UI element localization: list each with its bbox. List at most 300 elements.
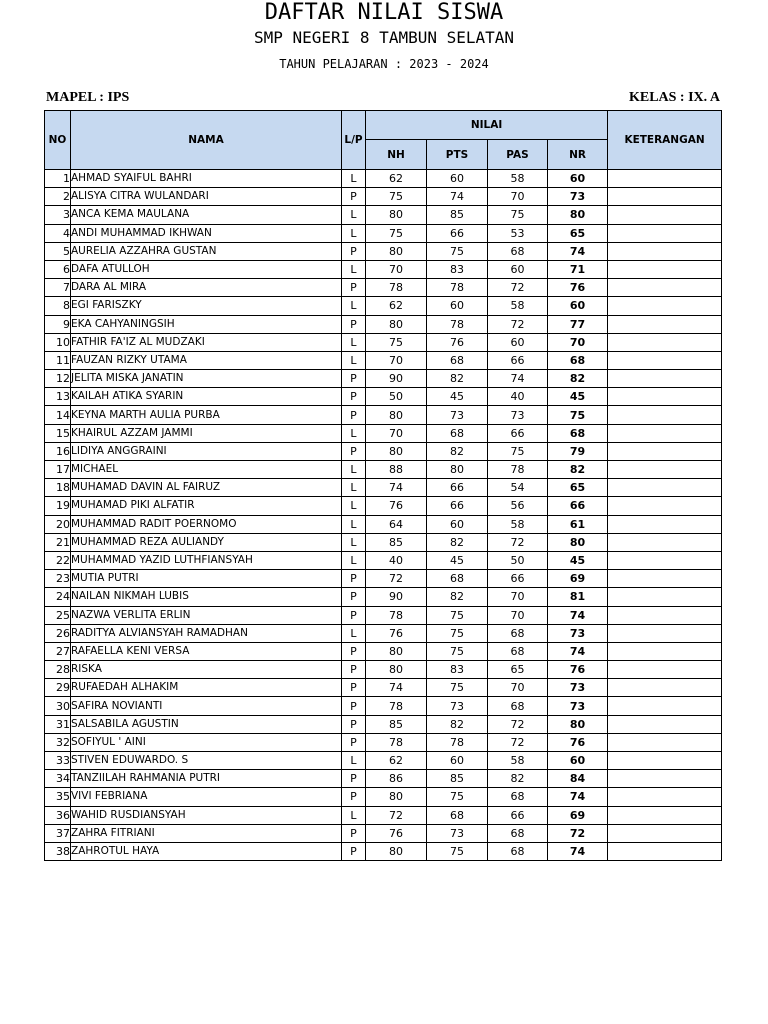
table-row: [45, 588, 722, 606]
grades-table: [44, 110, 722, 861]
cell-no: 1: [45, 170, 71, 188]
cell-lp: L: [342, 260, 366, 278]
cell-lp: L: [342, 297, 366, 315]
table-row: [45, 551, 722, 569]
cell-pas: 68: [488, 642, 548, 660]
table-row: [45, 715, 722, 733]
cell-pts: 83: [427, 661, 488, 679]
cell-nh: 70: [366, 424, 427, 442]
cell-lp: P: [342, 188, 366, 206]
table-row: [45, 570, 722, 588]
cell-pts: 45: [427, 388, 488, 406]
cell-pas: 70: [488, 588, 548, 606]
cell-keterangan: [608, 388, 722, 406]
cell-no: 36: [45, 806, 71, 824]
cell-pts: 66: [427, 497, 488, 515]
cell-nh: 80: [366, 406, 427, 424]
cell-nama: EKA CAHYANINGSIH: [71, 315, 342, 333]
cell-keterangan: [608, 679, 722, 697]
cell-no: 7: [45, 279, 71, 297]
cell-keterangan: [608, 533, 722, 551]
cell-no: 34: [45, 770, 71, 788]
cell-pts: 75: [427, 842, 488, 860]
cell-nr: 79: [548, 442, 608, 460]
cell-pts: 85: [427, 770, 488, 788]
cell-nr: 45: [548, 551, 608, 569]
cell-nama: MUHAMMAD REZA AULIANDY: [71, 533, 342, 551]
cell-no: 6: [45, 260, 71, 278]
cell-nh: 80: [366, 642, 427, 660]
cell-nh: 90: [366, 588, 427, 606]
cell-nh: 72: [366, 806, 427, 824]
cell-keterangan: [608, 351, 722, 369]
cell-no: 2: [45, 188, 71, 206]
table-row: [45, 315, 722, 333]
cell-lp: L: [342, 752, 366, 770]
table-row: [45, 679, 722, 697]
cell-nh: 62: [366, 297, 427, 315]
cell-pts: 85: [427, 206, 488, 224]
cell-nama: TANZIILAH RAHMANIA PUTRI: [71, 770, 342, 788]
cell-lp: P: [342, 588, 366, 606]
cell-keterangan: [608, 570, 722, 588]
cell-pts: 82: [427, 533, 488, 551]
cell-keterangan: [608, 297, 722, 315]
cell-nama: MUHAMMAD RADIT POERNOMO: [71, 515, 342, 533]
cell-nama: DARA AL MIRA: [71, 279, 342, 297]
cell-keterangan: [608, 788, 722, 806]
cell-nh: 78: [366, 733, 427, 751]
cell-nama: RISKA: [71, 661, 342, 679]
cell-keterangan: [608, 370, 722, 388]
cell-nama: AHMAD SYAIFUL BAHRI: [71, 170, 342, 188]
cell-no: 26: [45, 624, 71, 642]
cell-no: 13: [45, 388, 71, 406]
header-pts: PTS: [427, 140, 488, 170]
cell-pas: 68: [488, 242, 548, 260]
cell-nr: 74: [548, 606, 608, 624]
table-row: [45, 697, 722, 715]
cell-pas: 72: [488, 315, 548, 333]
cell-keterangan: [608, 588, 722, 606]
header-pas: PAS: [488, 140, 548, 170]
cell-pas: 82: [488, 770, 548, 788]
cell-no: 37: [45, 824, 71, 842]
cell-lp: P: [342, 642, 366, 660]
table-row: [45, 642, 722, 660]
cell-nr: 69: [548, 806, 608, 824]
table-row: [45, 824, 722, 842]
header-nh: NH: [366, 140, 427, 170]
cell-nama: SOFIYUL ' AINI: [71, 733, 342, 751]
cell-nh: 80: [366, 242, 427, 260]
cell-nh: 72: [366, 570, 427, 588]
cell-nh: 78: [366, 697, 427, 715]
cell-nr: 61: [548, 515, 608, 533]
cell-nr: 73: [548, 624, 608, 642]
cell-pts: 78: [427, 315, 488, 333]
cell-nama: MICHAEL: [71, 461, 342, 479]
table-row: [45, 533, 722, 551]
cell-no: 23: [45, 570, 71, 588]
cell-pts: 66: [427, 224, 488, 242]
cell-pas: 60: [488, 333, 548, 351]
cell-no: 21: [45, 533, 71, 551]
cell-nr: 65: [548, 479, 608, 497]
cell-nh: 76: [366, 624, 427, 642]
table-row: [45, 806, 722, 824]
cell-keterangan: [608, 442, 722, 460]
cell-pas: 68: [488, 788, 548, 806]
cell-lp: L: [342, 461, 366, 479]
cell-nr: 65: [548, 224, 608, 242]
cell-no: 38: [45, 842, 71, 860]
cell-nama: SALSABILA AGUSTIN: [71, 715, 342, 733]
cell-pas: 68: [488, 842, 548, 860]
cell-pas: 70: [488, 188, 548, 206]
cell-nh: 85: [366, 533, 427, 551]
cell-lp: P: [342, 570, 366, 588]
header-nama: NAMA: [71, 111, 342, 170]
cell-keterangan: [608, 479, 722, 497]
cell-nr: 76: [548, 661, 608, 679]
cell-lp: P: [342, 770, 366, 788]
cell-nh: 80: [366, 788, 427, 806]
cell-pts: 73: [427, 406, 488, 424]
cell-lp: P: [342, 733, 366, 751]
cell-keterangan: [608, 515, 722, 533]
cell-keterangan: [608, 424, 722, 442]
cell-nr: 81: [548, 588, 608, 606]
cell-nama: KEYNA MARTH AULIA PURBA: [71, 406, 342, 424]
table-row: [45, 206, 722, 224]
cell-lp: L: [342, 533, 366, 551]
cell-lp: L: [342, 624, 366, 642]
cell-no: 19: [45, 497, 71, 515]
cell-pts: 68: [427, 570, 488, 588]
cell-no: 14: [45, 406, 71, 424]
cell-nr: 80: [548, 715, 608, 733]
cell-pas: 72: [488, 715, 548, 733]
cell-pas: 78: [488, 461, 548, 479]
table-row: [45, 442, 722, 460]
table-row: [45, 224, 722, 242]
cell-no: 16: [45, 442, 71, 460]
cell-keterangan: [608, 806, 722, 824]
table-row: [45, 624, 722, 642]
cell-no: 28: [45, 661, 71, 679]
cell-keterangan: [608, 642, 722, 660]
cell-keterangan: [608, 606, 722, 624]
cell-nama: MUHAMMAD YAZID LUTHFIANSYAH: [71, 551, 342, 569]
cell-nr: 74: [548, 842, 608, 860]
cell-lp: P: [342, 679, 366, 697]
cell-nr: 45: [548, 388, 608, 406]
cell-no: 17: [45, 461, 71, 479]
cell-lp: L: [342, 424, 366, 442]
cell-pas: 72: [488, 279, 548, 297]
cell-nr: 73: [548, 697, 608, 715]
cell-nama: FATHIR FA'IZ AL MUDZAKI: [71, 333, 342, 351]
cell-lp: P: [342, 442, 366, 460]
cell-no: 4: [45, 224, 71, 242]
cell-nama: FAUZAN RIZKY UTAMA: [71, 351, 342, 369]
cell-nh: 80: [366, 442, 427, 460]
cell-nh: 80: [366, 206, 427, 224]
cell-keterangan: [608, 461, 722, 479]
cell-pts: 75: [427, 624, 488, 642]
cell-no: 8: [45, 297, 71, 315]
cell-lp: L: [342, 551, 366, 569]
cell-no: 22: [45, 551, 71, 569]
table-row: [45, 297, 722, 315]
cell-nr: 70: [548, 333, 608, 351]
cell-nr: 80: [548, 533, 608, 551]
cell-no: 25: [45, 606, 71, 624]
cell-nh: 80: [366, 315, 427, 333]
cell-lp: P: [342, 697, 366, 715]
cell-pts: 82: [427, 442, 488, 460]
cell-pas: 70: [488, 606, 548, 624]
cell-nh: 85: [366, 715, 427, 733]
cell-nama: MUHAMAD DAVIN AL FAIRUZ: [71, 479, 342, 497]
cell-pts: 82: [427, 715, 488, 733]
cell-keterangan: [608, 188, 722, 206]
cell-lp: P: [342, 242, 366, 260]
cell-nr: 77: [548, 315, 608, 333]
cell-lp: L: [342, 497, 366, 515]
cell-pas: 66: [488, 424, 548, 442]
cell-pas: 75: [488, 442, 548, 460]
cell-no: 30: [45, 697, 71, 715]
cell-nama: AURELIA AZZAHRA GUSTAN: [71, 242, 342, 260]
table-row: [45, 606, 722, 624]
cell-nr: 60: [548, 297, 608, 315]
table-row: [45, 388, 722, 406]
cell-nr: 73: [548, 679, 608, 697]
cell-nama: LIDIYA ANGGRAINI: [71, 442, 342, 460]
cell-nh: 90: [366, 370, 427, 388]
cell-nama: ANCA KEMA MAULANA: [71, 206, 342, 224]
cell-lp: P: [342, 370, 366, 388]
cell-nh: 80: [366, 842, 427, 860]
header-nilai: NILAI: [366, 111, 608, 140]
cell-nama: MUHAMAD PIKI ALFATIR: [71, 497, 342, 515]
header-lp: L/P: [342, 111, 366, 170]
cell-pas: 70: [488, 679, 548, 697]
cell-keterangan: [608, 333, 722, 351]
cell-pts: 45: [427, 551, 488, 569]
cell-keterangan: [608, 224, 722, 242]
cell-nama: ZAHRA FITRIANI: [71, 824, 342, 842]
cell-pts: 75: [427, 606, 488, 624]
cell-keterangan: [608, 242, 722, 260]
cell-pts: 75: [427, 642, 488, 660]
cell-keterangan: [608, 770, 722, 788]
cell-nama: EGI FARISZKY: [71, 297, 342, 315]
table-body: [45, 170, 722, 861]
cell-lp: P: [342, 715, 366, 733]
cell-no: 10: [45, 333, 71, 351]
cell-lp: L: [342, 170, 366, 188]
cell-no: 5: [45, 242, 71, 260]
cell-nama: ZAHROTUL HAYA: [71, 842, 342, 860]
table-row: [45, 351, 722, 369]
table-row: [45, 260, 722, 278]
cell-pts: 60: [427, 752, 488, 770]
cell-nama: NAZWA VERLITA ERLIN: [71, 606, 342, 624]
table-row: [45, 370, 722, 388]
cell-nr: 82: [548, 461, 608, 479]
table-row: [45, 170, 722, 188]
table-row: [45, 188, 722, 206]
cell-nr: 74: [548, 242, 608, 260]
cell-nr: 74: [548, 788, 608, 806]
cell-keterangan: [608, 697, 722, 715]
cell-pas: 66: [488, 570, 548, 588]
cell-no: 33: [45, 752, 71, 770]
cell-nr: 75: [548, 406, 608, 424]
cell-pas: 54: [488, 479, 548, 497]
cell-keterangan: [608, 206, 722, 224]
cell-pts: 68: [427, 351, 488, 369]
cell-no: 27: [45, 642, 71, 660]
cell-keterangan: [608, 661, 722, 679]
cell-pts: 76: [427, 333, 488, 351]
cell-no: 3: [45, 206, 71, 224]
cell-pts: 75: [427, 788, 488, 806]
subject-label: MAPEL : IPS: [46, 90, 130, 105]
cell-nama: ALISYA CITRA WULANDARI: [71, 188, 342, 206]
cell-no: 20: [45, 515, 71, 533]
cell-keterangan: [608, 824, 722, 842]
table-row: [45, 242, 722, 260]
cell-pts: 66: [427, 479, 488, 497]
cell-pas: 66: [488, 351, 548, 369]
cell-nr: 76: [548, 279, 608, 297]
cell-keterangan: [608, 497, 722, 515]
cell-pas: 73: [488, 406, 548, 424]
cell-no: 9: [45, 315, 71, 333]
cell-pts: 75: [427, 242, 488, 260]
cell-nh: 75: [366, 333, 427, 351]
cell-nh: 76: [366, 824, 427, 842]
table-row: [45, 333, 722, 351]
table-row: [45, 788, 722, 806]
header-no: NO: [45, 111, 71, 170]
cell-nr: 74: [548, 642, 608, 660]
table-row: [45, 497, 722, 515]
cell-nr: 72: [548, 824, 608, 842]
cell-lp: L: [342, 515, 366, 533]
cell-nh: 74: [366, 479, 427, 497]
cell-nr: 68: [548, 351, 608, 369]
cell-no: 29: [45, 679, 71, 697]
cell-pas: 75: [488, 206, 548, 224]
cell-keterangan: [608, 260, 722, 278]
cell-pas: 50: [488, 551, 548, 569]
cell-nr: 66: [548, 497, 608, 515]
cell-no: 32: [45, 733, 71, 751]
cell-nh: 75: [366, 188, 427, 206]
cell-lp: P: [342, 606, 366, 624]
cell-pts: 68: [427, 806, 488, 824]
cell-nr: 80: [548, 206, 608, 224]
cell-pas: 58: [488, 515, 548, 533]
cell-pas: 72: [488, 533, 548, 551]
cell-keterangan: [608, 624, 722, 642]
cell-pas: 68: [488, 624, 548, 642]
cell-keterangan: [608, 842, 722, 860]
cell-nama: STIVEN EDUWARDO. S: [71, 752, 342, 770]
document-title: DAFTAR NILAI SISWA: [264, 0, 504, 25]
cell-pas: 53: [488, 224, 548, 242]
table-row: [45, 733, 722, 751]
cell-pts: 73: [427, 697, 488, 715]
cell-nama: NAILAN NIKMAH LUBIS: [71, 588, 342, 606]
cell-pas: 74: [488, 370, 548, 388]
cell-lp: L: [342, 479, 366, 497]
cell-nama: WAHID RUSDIANSYAH: [71, 806, 342, 824]
cell-pts: 78: [427, 279, 488, 297]
cell-nh: 78: [366, 279, 427, 297]
cell-pts: 75: [427, 679, 488, 697]
cell-pts: 82: [427, 370, 488, 388]
cell-nr: 68: [548, 424, 608, 442]
table-row: [45, 279, 722, 297]
cell-pts: 60: [427, 515, 488, 533]
cell-nama: SAFIRA NOVIANTI: [71, 697, 342, 715]
cell-nh: 74: [366, 679, 427, 697]
cell-nh: 78: [366, 606, 427, 624]
cell-pts: 78: [427, 733, 488, 751]
header-keterangan: KETERANGAN: [608, 111, 722, 170]
cell-pas: 60: [488, 260, 548, 278]
cell-nh: 64: [366, 515, 427, 533]
cell-nh: 88: [366, 461, 427, 479]
cell-pts: 68: [427, 424, 488, 442]
cell-lp: L: [342, 351, 366, 369]
cell-nh: 86: [366, 770, 427, 788]
cell-pts: 60: [427, 297, 488, 315]
cell-nama: KHAIRUL AZZAM JAMMI: [71, 424, 342, 442]
cell-nh: 76: [366, 497, 427, 515]
cell-nh: 70: [366, 260, 427, 278]
cell-no: 15: [45, 424, 71, 442]
cell-pas: 56: [488, 497, 548, 515]
cell-nr: 69: [548, 570, 608, 588]
cell-pas: 66: [488, 806, 548, 824]
table-row: [45, 842, 722, 860]
cell-lp: L: [342, 806, 366, 824]
cell-nama: MUTIA PUTRI: [71, 570, 342, 588]
cell-lp: L: [342, 224, 366, 242]
cell-keterangan: [608, 551, 722, 569]
cell-keterangan: [608, 170, 722, 188]
cell-pas: 58: [488, 170, 548, 188]
cell-lp: L: [342, 206, 366, 224]
table-row: [45, 461, 722, 479]
cell-nr: 84: [548, 770, 608, 788]
cell-lp: P: [342, 788, 366, 806]
cell-nr: 82: [548, 370, 608, 388]
academic-year: TAHUN PELAJARAN : 2023 - 2024: [279, 57, 489, 71]
table-row: [45, 515, 722, 533]
class-label: KELAS : IX. A: [628, 90, 720, 105]
cell-lp: L: [342, 333, 366, 351]
cell-nr: 60: [548, 752, 608, 770]
cell-pts: 80: [427, 461, 488, 479]
